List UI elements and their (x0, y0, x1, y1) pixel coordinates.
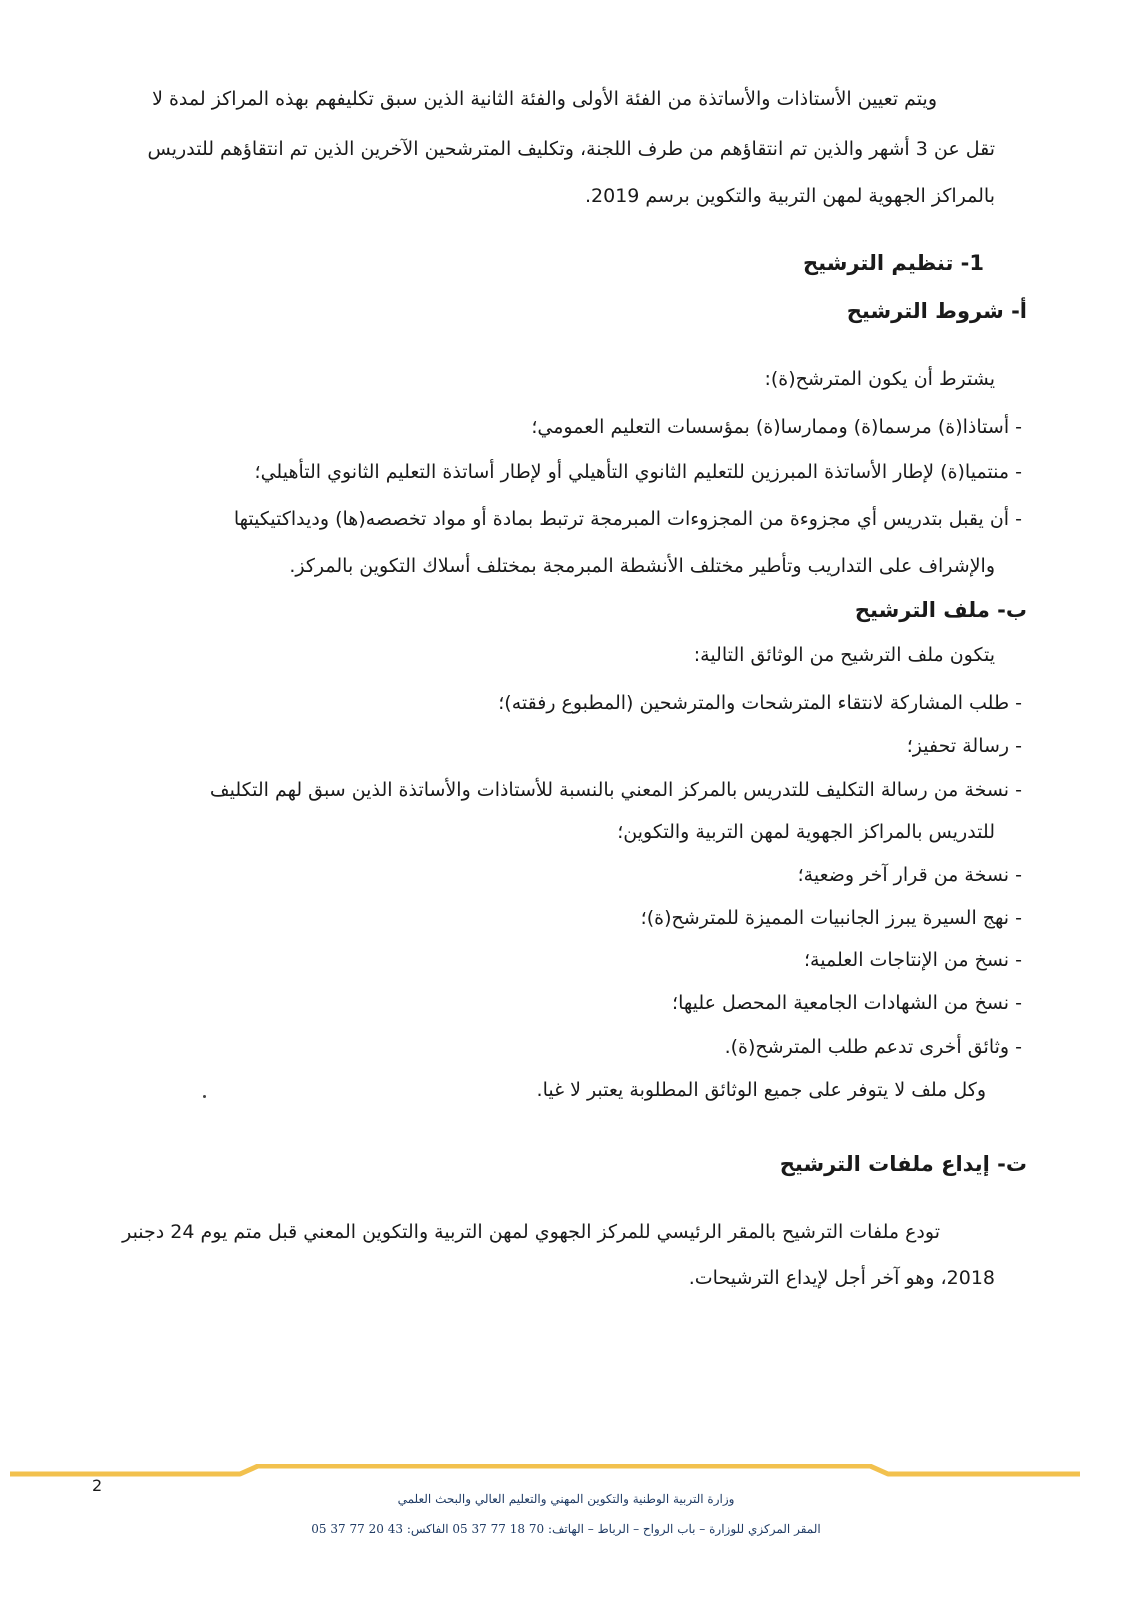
list-item: - نسخة من قرار آخر وضعية؛ (798, 862, 1022, 888)
section-b-note: وكل ملف لا يتوفر على جميع الوثائق المطلوبة يعتبر لا غيا. (536, 1079, 986, 1101)
list-item-continuation: للتدريس بالمراكز الجهوية لمهن التربية والتكوين؛ (617, 821, 995, 843)
section-c-line-1: تودع ملفات الترشيح بالمقر الرئيسي للمركز الجهوي لمهن التربية والتكوين المعني قبل متم يوم 24 دجنبر (122, 1221, 940, 1243)
list-item: - نسخة من رسالة التكليف للتدريس بالمركز المعني بالنسبة للأستاذات والأساتذة الذين سبق لهم التكليف (210, 777, 1022, 803)
section-a-intro: يشترط أن يكون المترشح(ة): (764, 368, 995, 390)
section-a-title: أ- شروط الترشيح (846, 299, 1027, 323)
footer-ministry-name: وزارة التربية الوطنية والتكوين المهني والتعليم العالي والبحث العلمي (397, 1492, 735, 1506)
list-item: - نسخ من الإنتاجات العلمية؛ (804, 947, 1022, 973)
list-item: - أن يقبل بتدريس أي مجزوءة من المجزوءات المبرمجة ترتبط بمادة أو مواد تخصصه(ها) وديداكتيكيتها (234, 506, 1022, 532)
list-item-continuation: والإشراف على التداريب وتأطير مختلف الأنشطة المبرمجة بمختلف أسلاك التكوين بالمركز. (289, 555, 995, 577)
footer-band (0, 1464, 1132, 1484)
intro-line-1: ويتم تعيين الأستاذات والأساتذة من الفئة الأولى والفئة الثانية الذين سبق تكليفهم بهذه المراكز لمدة لا (152, 88, 937, 110)
footer-contact: المقر المركزي للوزارة – باب الرواح – الرباط – الهاتف: 70 18 77 37 05 الفاكس: 43 20 77 37 05 (311, 1522, 821, 1536)
list-item: - نهج السيرة يبرز الجانبيات المميزة للمترشح(ة)؛ (641, 905, 1022, 931)
section-b-intro: يتكون ملف الترشيح من الوثائق التالية: (693, 644, 995, 666)
section-c-line-2: 2018، وهو آخر أجل لإيداع الترشيحات. (688, 1267, 995, 1289)
list-item: - منتميا(ة) لإطار الأساتذة المبرزين للتعليم الثانوي التأهيلي أو لإطار أساتذة التعليم الثانوي التأهيلي؛ (255, 459, 1022, 485)
section-1-title: 1- تنظيم الترشيح (803, 251, 984, 275)
list-item: - طلب المشاركة لانتقاء المترشحات والمترشحين (المطبوع رفقته)؛ (498, 690, 1022, 716)
intro-line-2: تقل عن 3 أشهر والذين تم انتقاؤهم من طرف اللجنة، وتكليف المترشحين الآخرين الذين تم انتقاؤهم للتدريس (147, 138, 995, 160)
intro-line-3: بالمراكز الجهوية لمهن التربية والتكوين برسم 2019. (584, 185, 995, 207)
section-b-title: ب- ملف الترشيح (854, 598, 1027, 622)
page-number: 2 (92, 1476, 103, 1495)
list-item: - نسخ من الشهادات الجامعية المحصل عليها؛ (672, 990, 1022, 1016)
speck-mark (203, 1095, 206, 1098)
list-item: - أستاذا(ة) مرسما(ة) وممارسا(ة) بمؤسسات التعليم العمومي؛ (531, 414, 1022, 440)
list-item: - رسالة تحفيز؛ (907, 733, 1022, 759)
list-item: - وثائق أخرى تدعم طلب المترشح(ة). (725, 1034, 1022, 1060)
section-c-title: ت- إيداع ملفات الترشيح (779, 1152, 1027, 1176)
